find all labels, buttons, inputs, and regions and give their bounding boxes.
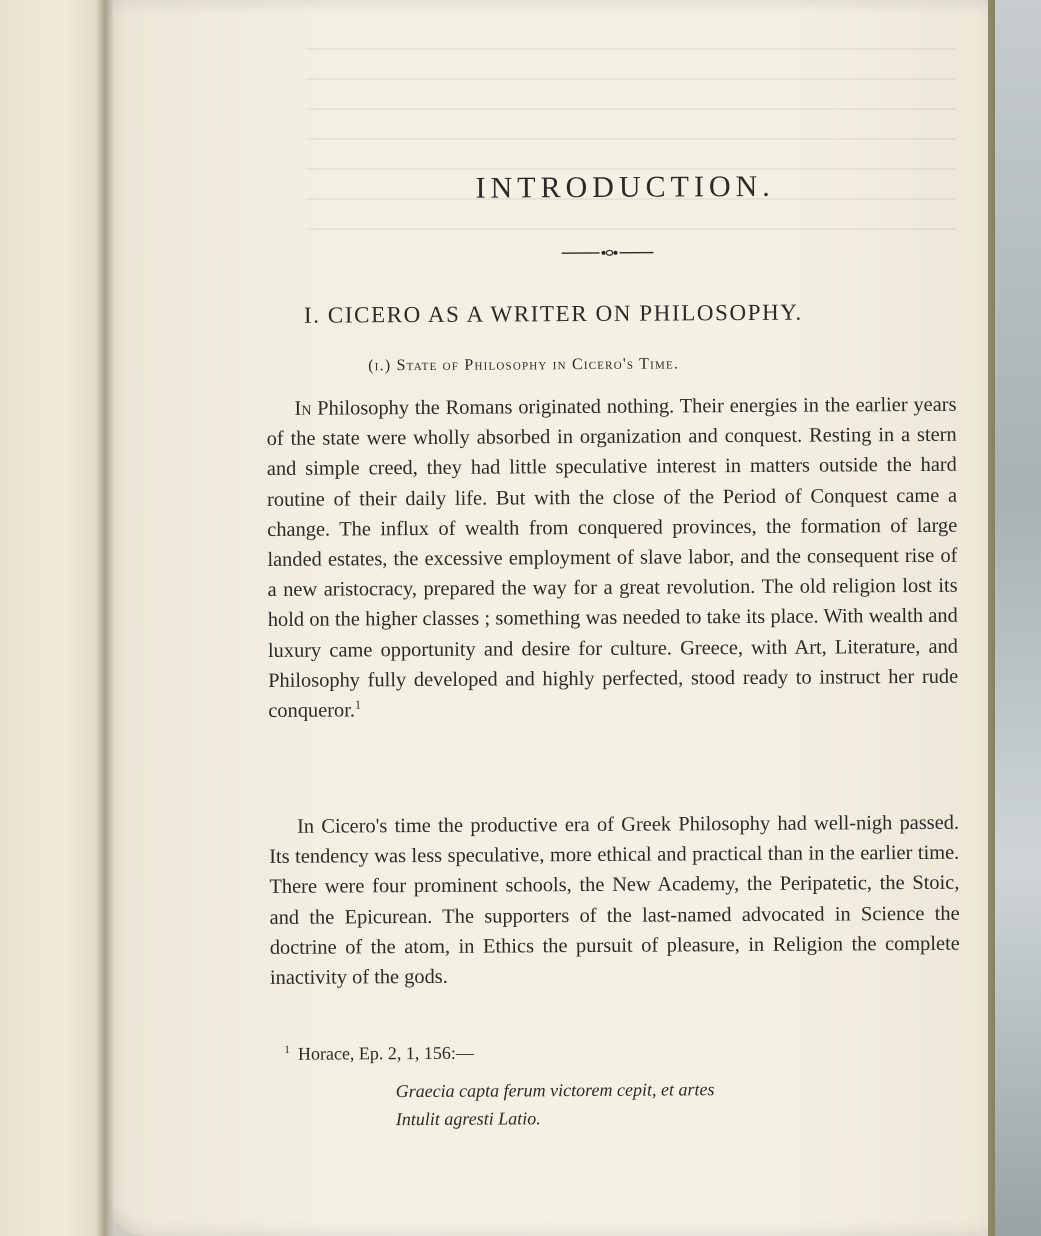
footnote-reference[interactable]: 1 <box>354 697 361 712</box>
ornament-divider-icon <box>562 248 654 259</box>
paragraph-1-text: Philosophy the Romans originated nothing. Their energies in the earlier years of the state were wholly absorbed in organization and conquest. Resting in a stern and simple creed, they had little speculative interest in matters outside the hard routine of their daily life. But with the close of the Period of Conquest came a change. The influx of wealth from conquered provinces, the formation of large landed estates, the excessive employment of slave labor, and the consequent rise of a new aristocracy, prepared the way for a great revolution. The old religion lost its hold on the higher classes ; something was needed to take its place. With wealth and luxury came opportunity and desire for culture. Greece, with Art, Literature, and Philosophy fully developed and highly perfected, stood ready to instruct her rude conqueror. <box>266 393 959 722</box>
footnote-text: Horace, Ep. 2, 1, 156:— <box>297 1042 474 1064</box>
background-cloth <box>995 0 1041 1236</box>
left-page-edge <box>0 0 110 1236</box>
page-title: INTRODUCTION. <box>475 169 775 205</box>
paragraph-1 <box>266 390 958 726</box>
book-page <box>106 0 988 1236</box>
show-through-text <box>306 20 956 250</box>
page-gutter-shadow <box>96 0 114 1236</box>
footnote-number: 1 <box>284 1043 290 1056</box>
section-heading: I. CICERO AS A WRITER ON PHILOSOPHY. <box>303 299 803 328</box>
footnote-quote <box>396 1074 896 1133</box>
paragraph-2: In Cicero's time the productive era of Greek Philosophy had well-nigh passed. Its tendency was less speculative, more ethical and practical than in the earlier time. There were four prominent schools, the New Academy, the Peripatetic, the Stoic, and the Epicurean. The supporters of the last-named advocated in Science the doctrine of the atom, in Ethics the pursuit of pleasure, in Religion the complete inactivity of the gods. <box>269 811 960 989</box>
paragraph-1-lead: In <box>294 397 312 420</box>
footnote <box>284 1036 884 1068</box>
footnote-quote-line-2: Intulit agresti Latio. <box>395 1108 541 1130</box>
subsection-heading: (i.) State of Philosophy in Cicero's Time. <box>368 355 680 375</box>
footnote-quote-line-1: Graecia capta ferum victorem cepit, et artes <box>395 1079 715 1102</box>
